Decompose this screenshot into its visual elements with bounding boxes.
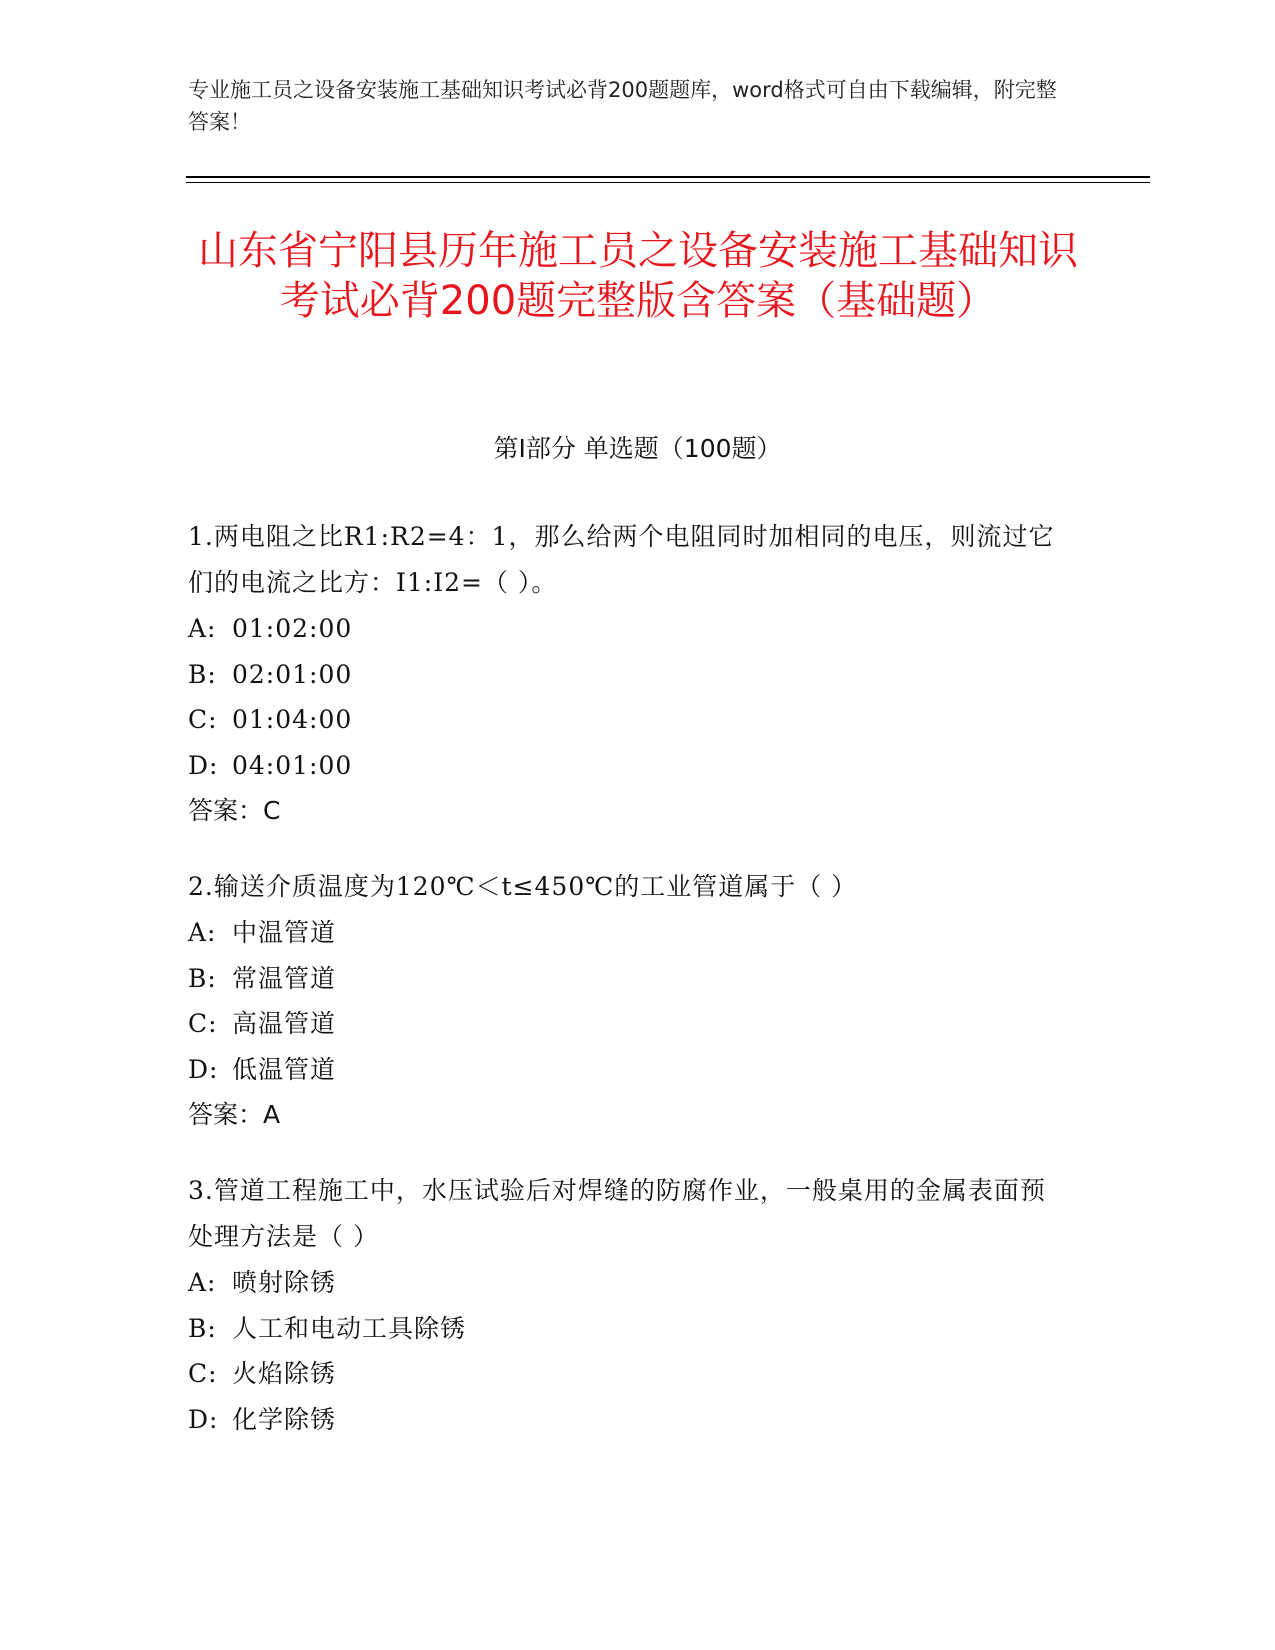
option-text: 04:01:00 (232, 750, 353, 780)
question-stem: 3.管道工程施工中，水压试验后对焊缝的防腐作业，一般桌用的金属表面预处理方法是（ ） (188, 1176, 1046, 1251)
header-note: 专业施工员之设备安装施工基础知识考试必背200题题库，word格式可自由下载编辑，附完整答案！ (188, 78, 1057, 134)
option-a (188, 910, 1068, 956)
question-stem: 1.两电阻之比R1:R2=4：1，那么给两个电阻同时加相同的电压，则流过它们的电流之比方：I1:I2=（ ）。 (188, 522, 1055, 597)
option-text: 01:02:00 (232, 614, 353, 643)
option-b (188, 1306, 1068, 1352)
answer-line: 答案：C (188, 796, 281, 825)
option-letter: D: (188, 1404, 219, 1434)
option-d (188, 743, 1068, 789)
option-c (188, 1351, 1068, 1397)
option-letter: A: (188, 1268, 217, 1297)
option-letter: C: (188, 1009, 218, 1038)
option-b (188, 956, 1068, 1002)
option-letter: B: (188, 1313, 217, 1343)
option-letter: D: (188, 1054, 219, 1084)
question-3 (188, 1168, 1068, 1442)
option-letter: C: (188, 1359, 218, 1388)
header-divider-thick (186, 176, 1150, 178)
option-text: 低温管道 (232, 1054, 337, 1084)
header-divider-thin (186, 182, 1150, 183)
section-heading: 第Ⅰ部分 单选题（100题） (493, 434, 782, 463)
option-text: 高温管道 (232, 1009, 337, 1038)
document-title: 山东省宁阳县历年施工员之设备安装施工基础知识考试必背200题完整版含答案（基础题） (198, 228, 1078, 324)
option-b (188, 652, 1068, 698)
option-letter: B: (188, 659, 217, 689)
option-d (188, 1047, 1068, 1093)
option-letter: A: (188, 614, 217, 643)
option-text: 常温管道 (232, 963, 337, 993)
question-2 (188, 864, 1068, 1138)
option-text: 化学除锈 (232, 1404, 337, 1434)
option-letter: D: (188, 750, 219, 780)
option-a (188, 606, 1068, 652)
question-stem: 2.输送介质温度为120℃＜t≤450℃的工业管道属于（ ） (188, 872, 858, 901)
question-1 (188, 514, 1068, 834)
option-text: 01:04:00 (232, 705, 353, 734)
option-text: 中温管道 (232, 918, 337, 947)
option-d (188, 1397, 1068, 1443)
answer-line: 答案：A (188, 1100, 281, 1129)
option-text: 02:01:00 (232, 659, 353, 689)
option-a (188, 1260, 1068, 1306)
option-letter: C: (188, 705, 218, 734)
option-text: 喷射除锈 (232, 1268, 337, 1297)
option-c (188, 697, 1068, 743)
option-letter: B: (188, 963, 217, 993)
option-text: 人工和电动工具除锈 (232, 1313, 467, 1343)
option-c (188, 1001, 1068, 1047)
option-letter: A: (188, 918, 217, 947)
option-text: 火焰除锈 (232, 1359, 337, 1388)
